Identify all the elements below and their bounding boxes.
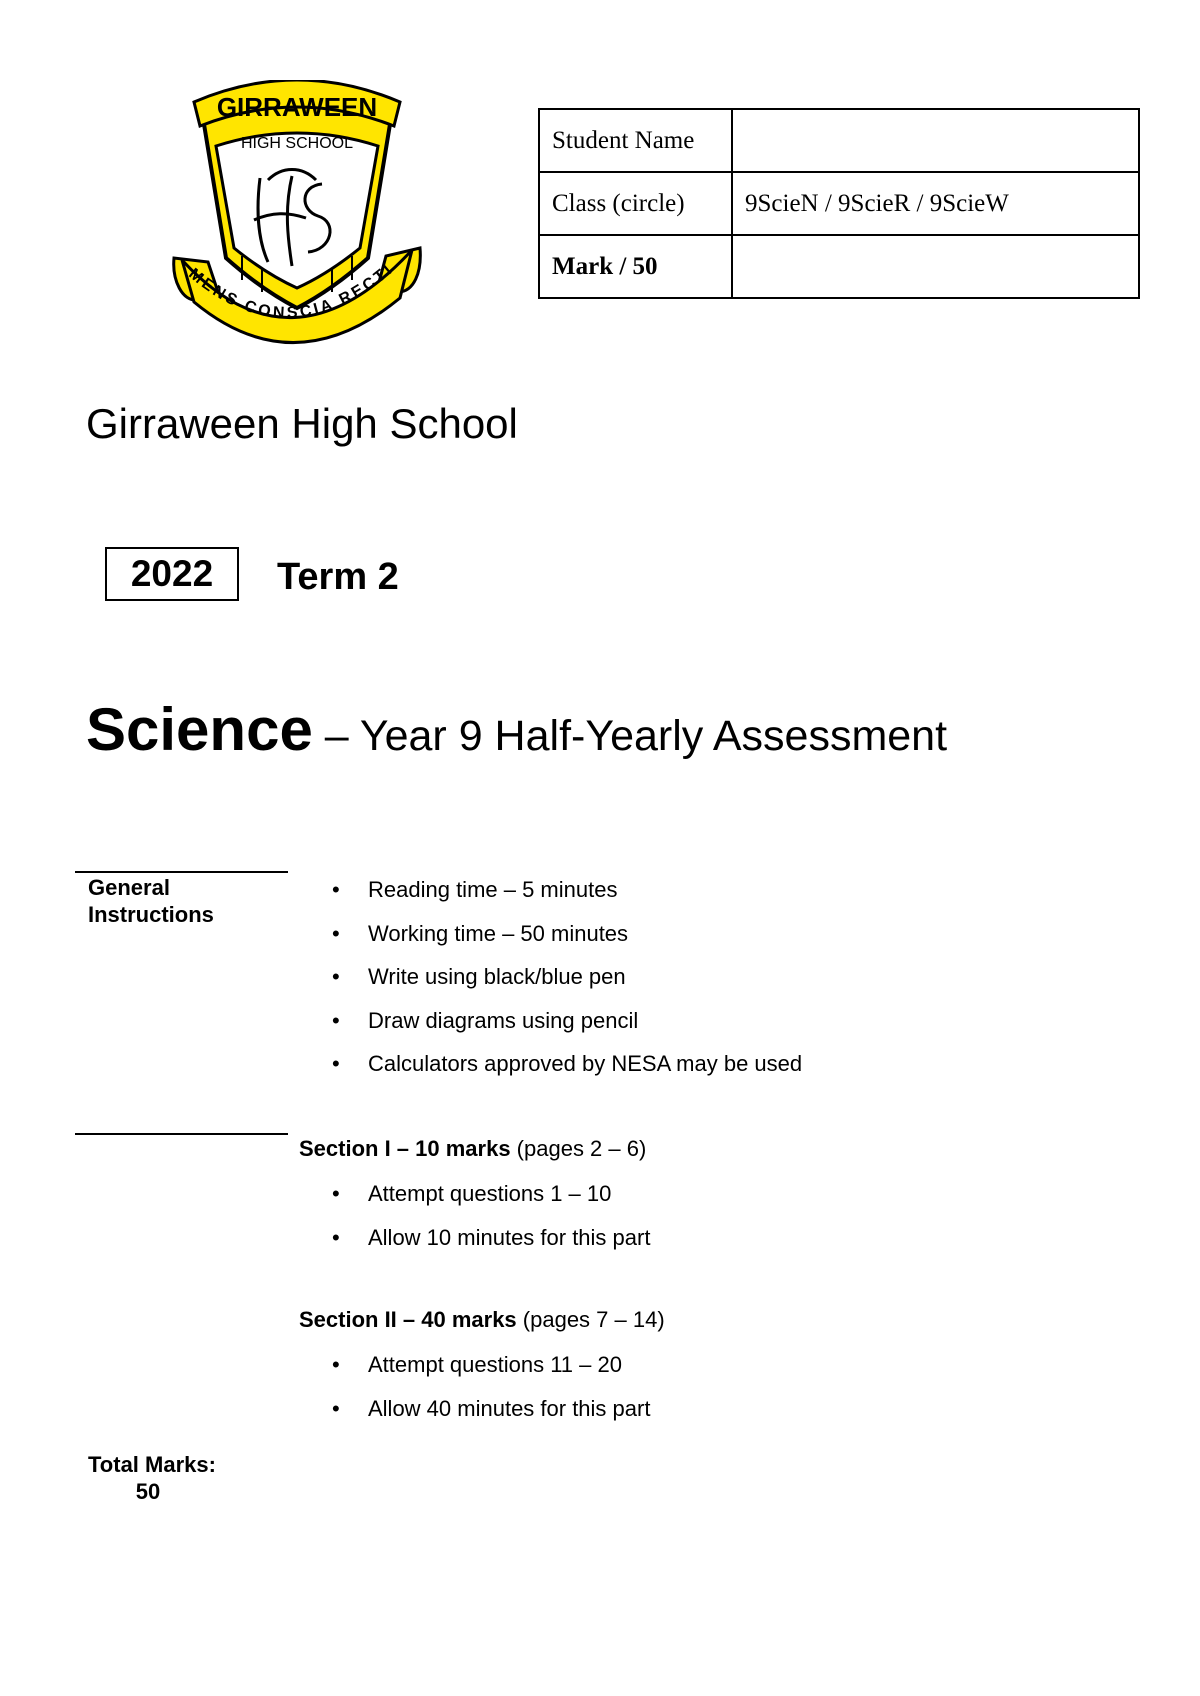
term-label: Term 2 [277,556,399,598]
section-2-list [330,1351,650,1438]
section-1-heading [299,1135,646,1163]
list-item: • Attempt questions 11 – 20 [330,1351,650,1395]
class-options[interactable]: 9ScieN / 9ScieR / 9ScieW [732,172,1139,235]
crest-banner-text: GIRRAWEEN [216,92,378,122]
section-2-heading [299,1306,665,1334]
section-2-pages: (pages 7 – 14) [516,1307,665,1332]
section-1-title: Section I – 10 marks [299,1136,511,1161]
list-item: • Allow 10 minutes for this part [330,1224,650,1268]
exam-title [86,690,947,786]
list-item: • Draw diagrams using pencil [330,1007,802,1051]
general-instructions-label [88,874,214,928]
student-name-field[interactable] [732,109,1139,172]
list-item: • Calculators approved by NESA may be used [330,1050,802,1094]
school-crest-logo [172,80,422,370]
list-item: • Allow 40 minutes for this part [330,1395,650,1439]
list-item: • Write using black/blue pen [330,963,802,1007]
total-marks-label: Total Marks: [88,1452,216,1477]
student-name-row [539,109,1139,172]
class-row [539,172,1139,235]
assessment-title: – Year 9 Half-Yearly Assessment [312,712,948,760]
subject-title: Science [86,696,313,763]
list-item: • Attempt questions 1 – 10 [330,1180,650,1224]
mark-label: Mark / 50 [539,235,732,298]
student-name-label: Student Name [539,109,732,172]
general-instructions-list [330,876,802,1094]
section-1-list [330,1180,650,1267]
student-info-table [538,108,1140,299]
mark-field[interactable] [732,235,1139,298]
section-2-title: Section II – 40 marks [299,1307,517,1332]
school-name: Girraween High School [86,400,518,447]
list-item: • Working time – 50 minutes [330,920,802,964]
class-label: Class (circle) [539,172,732,235]
total-marks-value: 50 [135,1479,161,1504]
general-label-line1: General [88,875,170,900]
general-label-line2: Instructions [88,902,214,927]
section-1-pages: (pages 2 – 6) [510,1136,647,1161]
crest-subtitle: HIGH SCHOOL [240,135,354,152]
crest-motto: MENS CONSCIA RECTI [185,260,398,322]
divider-line [75,871,288,873]
divider-line [75,1133,288,1135]
list-item: • Reading time – 5 minutes [330,876,802,920]
mark-row [539,235,1139,298]
year-box: 2022 [105,547,239,601]
